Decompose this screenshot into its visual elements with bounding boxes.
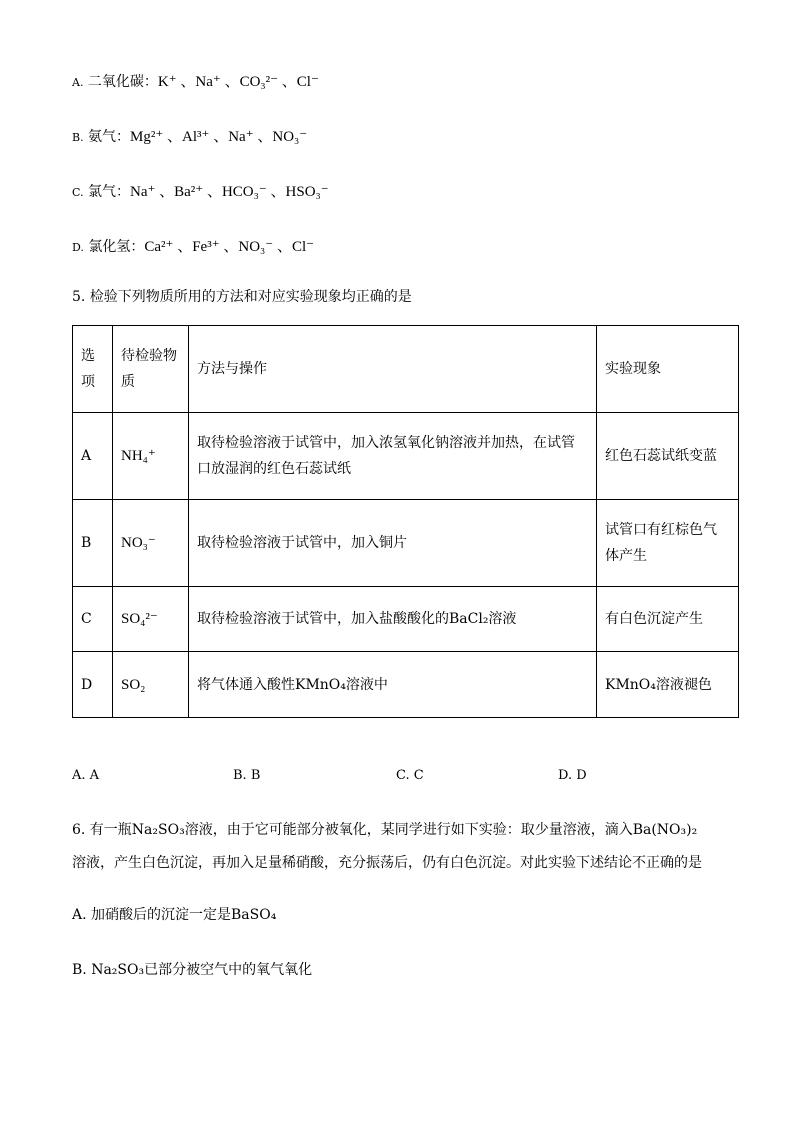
row-substance: NO₃⁻ (113, 500, 189, 587)
q6-stem-line-2: 溶液，产生白色沉淀，再加入足量稀硝酸，充分振荡后，仍有白色沉淀。对此实验下述结论不正确的是 (72, 855, 702, 871)
row-phenomenon: 红色石蕊试纸变蓝 (597, 413, 739, 500)
answer-option-b: B. B (233, 768, 261, 783)
header-method: 方法与操作 (189, 326, 597, 413)
row-method: 将气体通入酸性KMnO₄溶液中 (189, 652, 597, 718)
q6-option-a: A. 加硝酸后的沉淀一定是BaSO₄ (72, 907, 277, 923)
answer-option-a: A. A (72, 768, 100, 783)
q5-stem: 5. 检验下列物质所用的方法和对应实验现象均正确的是 (72, 289, 412, 305)
table-row (73, 413, 739, 500)
q4-option-c: C. 氯气：Na⁺ 、Ba²⁺ 、HCO₃⁻ 、HSO₃⁻ (72, 184, 329, 200)
row-substance: SO₄²⁻ (113, 587, 189, 652)
row-option: C (73, 587, 113, 652)
table-row (73, 587, 739, 652)
row-substance: NH₄⁺ (113, 413, 189, 500)
header-option: 选项 (73, 326, 113, 413)
answer-option-c: C. C (396, 768, 424, 783)
row-option: D (73, 652, 113, 718)
answer-option-d: D. D (558, 768, 587, 783)
row-method: 取待检验溶液于试管中，加入铜片 (189, 500, 597, 587)
header-phenomenon: 实验现象 (597, 326, 739, 413)
table-row (73, 652, 739, 718)
q4-option-a: A. 二氧化碳：K⁺ 、Na⁺ 、CO₃²⁻ 、Cl⁻ (72, 74, 319, 90)
row-phenomenon: 有白色沉淀产生 (597, 587, 739, 652)
q5-answer-options (72, 768, 672, 788)
header-substance: 待检验物质 (113, 326, 189, 413)
table-row (73, 500, 739, 587)
q4-option-b: B. 氨气：Mg²⁺ 、Al³⁺ 、Na⁺ 、NO₃⁻ (72, 129, 308, 145)
row-phenomenon: KMnO₄溶液褪色 (597, 652, 739, 718)
row-method: 取待检验溶液于试管中，加入浓氢氧化钠溶液并加热，在试管口放湿润的红色石蕊试纸 (189, 413, 597, 500)
row-method: 取待检验溶液于试管中，加入盐酸酸化的BaCl₂溶液 (189, 587, 597, 652)
row-option: A (73, 413, 113, 500)
row-phenomenon: 试管口有红棕色气体产生 (597, 500, 739, 587)
row-option: B (73, 500, 113, 587)
q5-table (72, 325, 739, 718)
q4-option-d: D. 氯化氢：Ca²⁺ 、Fe³⁺ 、NO₃⁻ 、Cl⁻ (72, 239, 315, 255)
q6-stem-line-1: 6. 有一瓶Na₂SO₃溶液，由于它可能部分被氧化，某同学进行如下实验：取少量溶液，滴入Ba(NO₃)₂ (72, 822, 698, 838)
row-substance: SO₂ (113, 652, 189, 718)
q6-option-b: B. Na₂SO₃已部分被空气中的氧气氧化 (72, 962, 313, 978)
table-header-row (73, 326, 739, 413)
